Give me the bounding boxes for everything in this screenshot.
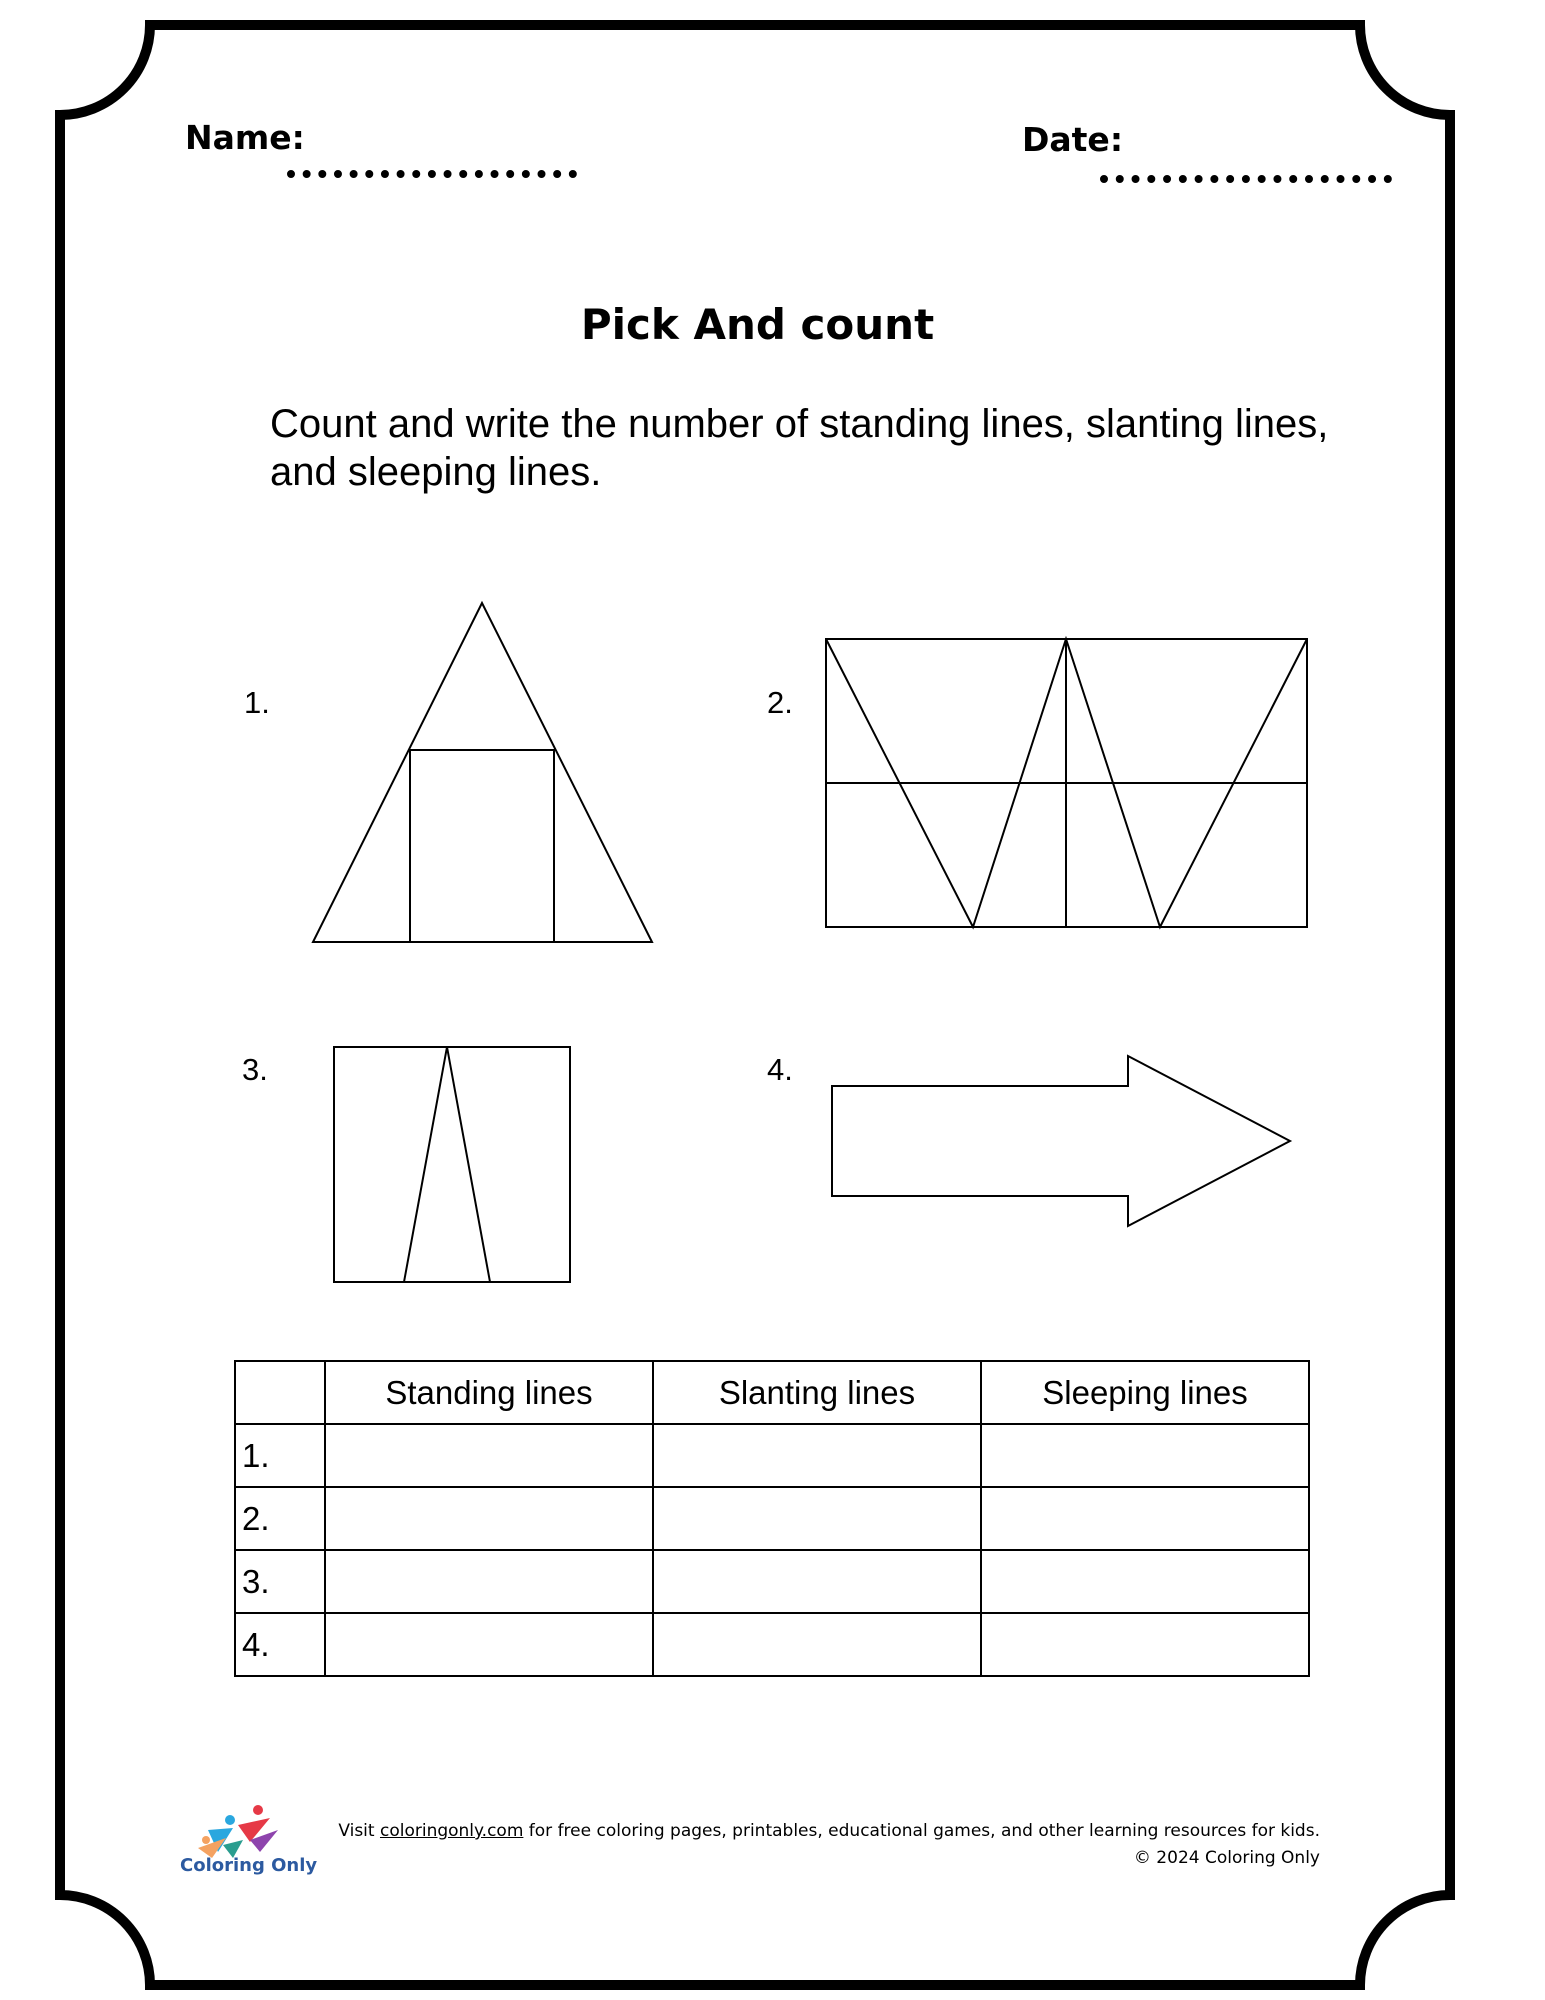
- answer-cell-4-slanting[interactable]: [653, 1613, 981, 1676]
- figure-2-zigzag-rectangle: [826, 639, 1307, 927]
- figure-label-1: 1.: [244, 685, 270, 720]
- answer-cell-3-slanting[interactable]: [653, 1550, 981, 1613]
- name-label: Name:: [185, 118, 305, 157]
- row-label-4: 4.: [235, 1613, 325, 1676]
- date-label: Date:: [1022, 120, 1124, 159]
- footer-line-1: [338, 1818, 1320, 1845]
- answer-cell-1-slanting[interactable]: [653, 1424, 981, 1487]
- figure-label-3: 3.: [242, 1052, 268, 1087]
- answer-cell-2-slanting[interactable]: [653, 1487, 981, 1550]
- footer-visit: Visit: [338, 1821, 375, 1841]
- footer-link[interactable]: coloringonly.com: [379, 1821, 524, 1841]
- answer-cell-2-sleeping[interactable]: [981, 1487, 1309, 1550]
- row-label-1: 1.: [235, 1424, 325, 1487]
- answer-cell-3-sleeping[interactable]: [981, 1550, 1309, 1613]
- footer-description: for free coloring pages, printables, educational games, and other learning resources for kids.: [528, 1821, 1320, 1841]
- table-header-standing: Standing lines: [325, 1361, 653, 1424]
- row-label-3: 3.: [235, 1550, 325, 1613]
- answer-cell-3-standing[interactable]: [325, 1550, 653, 1613]
- answer-table: [234, 1360, 1310, 1677]
- answer-cell-1-standing[interactable]: [325, 1424, 653, 1487]
- table-header-row: [235, 1361, 1309, 1424]
- coloring-only-logo-icon: [178, 1800, 298, 1860]
- table-header-slanting: Slanting lines: [653, 1361, 981, 1424]
- figure-label-2: 2.: [767, 685, 793, 720]
- figure-label-4: 4.: [767, 1052, 793, 1087]
- instruction-text: Count and write the number of standing lines, slanting lines, and sleeping lines.: [270, 402, 1329, 494]
- answer-cell-4-sleeping[interactable]: [981, 1613, 1309, 1676]
- answer-cell-2-standing[interactable]: [325, 1487, 653, 1550]
- answer-cell-4-standing[interactable]: [325, 1613, 653, 1676]
- figure-1-triangle-house: [313, 603, 652, 942]
- table-header-sleeping: Sleeping lines: [981, 1361, 1309, 1424]
- table-row: [235, 1487, 1309, 1550]
- answer-cell-1-sleeping[interactable]: [981, 1424, 1309, 1487]
- table-row: [235, 1424, 1309, 1487]
- page-title: Pick And count: [580, 300, 935, 349]
- figure-4-arrow: [832, 1056, 1290, 1226]
- logo-text: Coloring Only: [180, 1855, 318, 1876]
- footer: [338, 1818, 1320, 1872]
- footer-copyright: © 2024 Coloring Only: [1133, 1848, 1320, 1868]
- figure-3-square-triangle: [334, 1047, 570, 1282]
- row-label-2: 2.: [235, 1487, 325, 1550]
- table-header-corner: [235, 1361, 325, 1424]
- table-row: [235, 1550, 1309, 1613]
- table-row: [235, 1613, 1309, 1676]
